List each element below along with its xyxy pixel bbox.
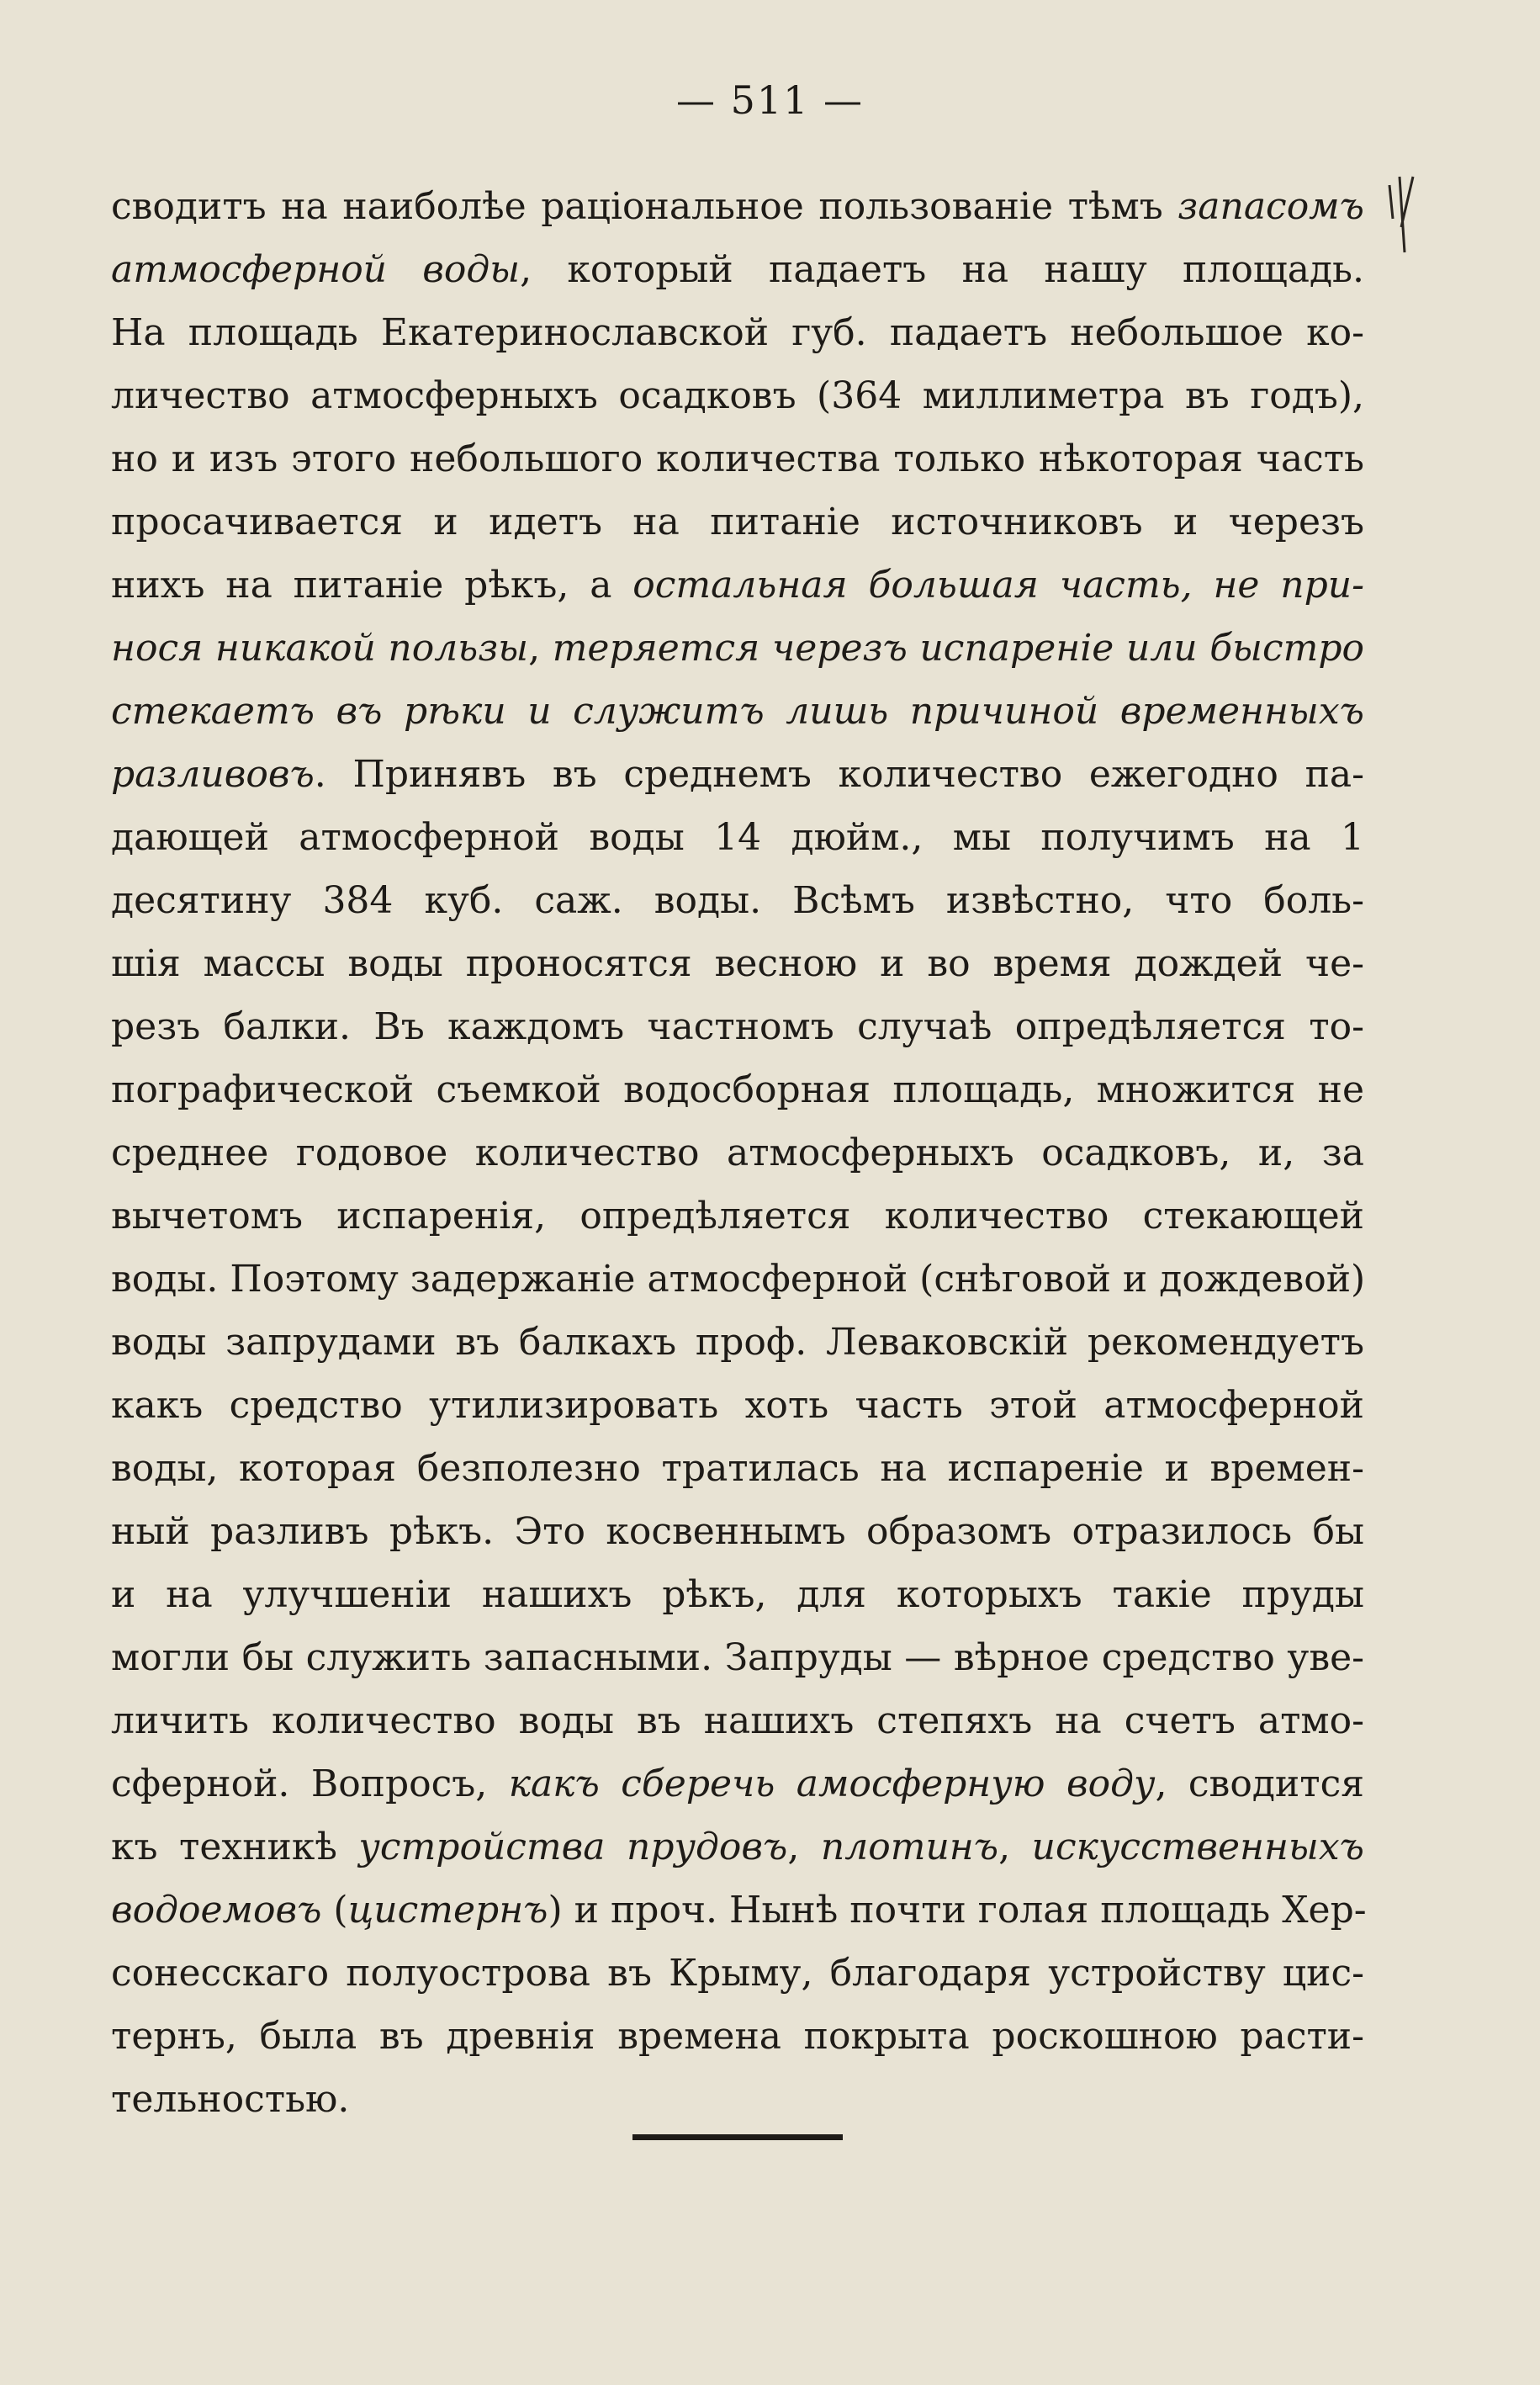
text-line: [111, 932, 1364, 995]
text-segment: воды. Поэтому задержаніе атмосферной (снѣговой и дождевой): [111, 1258, 1366, 1301]
closing-rule: [632, 2134, 843, 2140]
text-line: [111, 617, 1364, 680]
text-line: [111, 1752, 1364, 1815]
text-line: [111, 175, 1364, 238]
text-segment: вычетомъ испаренія, опредѣляется количество стекающей: [111, 1195, 1364, 1238]
text-segment: цистернъ: [347, 1889, 548, 1932]
text-line: [111, 806, 1364, 869]
text-line: [111, 490, 1364, 554]
text-segment: какъ средство утилизировать хоть часть этой атмосферной: [111, 1384, 1364, 1427]
text-segment: воды запрудами въ балкахъ проф. Леваковскій рекомендуетъ: [111, 1321, 1364, 1364]
text-line: [111, 427, 1364, 490]
text-segment: ,: [998, 1826, 1032, 1868]
text-line: [111, 680, 1364, 743]
text-line: [111, 364, 1364, 427]
text-segment: , который падаетъ на нашу площадь.: [520, 248, 1364, 291]
text-segment: . Принявъ въ среднемъ количество ежегодно па-: [314, 753, 1364, 796]
text-segment: десятину 384 куб. саж. воды. Всѣмъ извѣстно, что боль-: [111, 879, 1364, 922]
text-line: [111, 1248, 1364, 1311]
text-line: [111, 743, 1364, 806]
text-segment: На площадь Екатеринославской губ. падаетъ небольшое ко-: [111, 311, 1364, 354]
text-segment: (: [321, 1889, 348, 1932]
text-segment: атмосферной воды: [111, 248, 521, 291]
text-segment: тельностью.: [111, 2078, 350, 2121]
text-segment: резъ балки. Въ каждомъ частномъ случаѣ опредѣляется то-: [111, 1005, 1364, 1048]
text-line: [111, 2005, 1364, 2068]
text-line: [111, 2068, 1364, 2131]
text-segment: дающей атмосферной воды 14 дюйм., мы получимъ на 1: [111, 816, 1364, 859]
text-segment: разливовъ: [111, 753, 315, 796]
text-line: [111, 238, 1364, 301]
margin-pencil-mark: [1381, 168, 1432, 269]
text-segment: личить количество воды въ нашихъ степяхъ на счетъ атмо-: [111, 1699, 1364, 1742]
text-segment: пографической съемкой водосборная площадь, множится не: [111, 1068, 1364, 1111]
text-line: [111, 1626, 1364, 1689]
text-line: [111, 1942, 1364, 2005]
text-segment: , сводится: [1155, 1762, 1364, 1805]
text-line: [111, 1374, 1364, 1437]
text-line: [111, 301, 1364, 364]
text-segment: запасомъ: [1177, 185, 1364, 228]
text-segment: и на улучшеніи нашихъ рѣкъ, для которыхъ такіе пруды: [111, 1573, 1364, 1616]
text-segment: ,: [528, 627, 553, 670]
text-segment: нося никакой пользы: [111, 627, 529, 670]
text-line: [111, 995, 1364, 1058]
text-line: [111, 1121, 1364, 1185]
text-segment: шія массы воды проносятся весною и во время дождей че-: [111, 942, 1364, 985]
text-line: [111, 1058, 1364, 1121]
text-segment: остальная большая часть, не при-: [632, 564, 1365, 607]
text-segment: какъ сберечь амосферную воду: [508, 1762, 1156, 1805]
text-line: [111, 1563, 1364, 1626]
text-line: [111, 1689, 1364, 1752]
text-segment: тернъ, была въ древнія времена покрыта роскошною расти-: [111, 2015, 1364, 2058]
text-line: [111, 1879, 1367, 1942]
text-segment: ) и проч. Нынѣ почти голая площадь Хер-: [548, 1889, 1367, 1932]
text-segment: могли бы служить запасными. Запруды — вѣрное средство уве-: [111, 1636, 1364, 1679]
text-segment: водоемовъ: [111, 1889, 322, 1932]
text-line: [111, 1311, 1364, 1374]
text-line: [111, 1500, 1364, 1563]
text-line: [111, 1815, 1364, 1879]
text-line: [111, 869, 1364, 932]
text-segment: нихъ на питаніе рѣкъ, а: [111, 564, 633, 607]
text-segment: искусственныхъ: [1031, 1826, 1364, 1868]
page-number: — 511 —: [675, 77, 865, 123]
text-segment: ный разливъ рѣкъ. Это косвеннымъ образомъ отразилось бы: [111, 1510, 1364, 1553]
body-paragraph: [111, 175, 1367, 2131]
text-line: [111, 554, 1364, 617]
text-line: [111, 1437, 1364, 1500]
text-segment: къ техникѣ: [111, 1826, 359, 1868]
text-segment: сферной. Вопросъ,: [111, 1762, 509, 1805]
text-segment: среднее годовое количество атмосферныхъ осадковъ, и, за: [111, 1132, 1364, 1174]
text-segment: плотинъ: [820, 1826, 999, 1868]
text-segment: просачивается и идетъ на питаніе источниковъ и черезъ: [111, 501, 1364, 543]
text-segment: личество атмосферныхъ осадковъ (364 миллиметра въ годъ),: [111, 374, 1364, 417]
text-segment: ,: [787, 1826, 821, 1868]
text-segment: стекаетъ въ рѣки и служитъ лишь причиной временныхъ: [111, 690, 1364, 733]
text-segment: воды, которая безполезно тратилась на испареніе и времен-: [111, 1447, 1364, 1490]
text-segment: теряется черезъ испареніе или быстро: [552, 627, 1364, 670]
text-line: [111, 1185, 1364, 1248]
text-segment: сонесскаго полуострова въ Крыму, благодаря устройству цис-: [111, 1952, 1364, 1995]
text-segment: сводитъ на наиболѣе раціональное пользованіе тѣмъ: [111, 185, 1178, 228]
text-segment: но и изъ этого небольшого количества только нѣкоторая часть: [111, 437, 1364, 480]
text-segment: устройства прудовъ: [358, 1826, 788, 1868]
